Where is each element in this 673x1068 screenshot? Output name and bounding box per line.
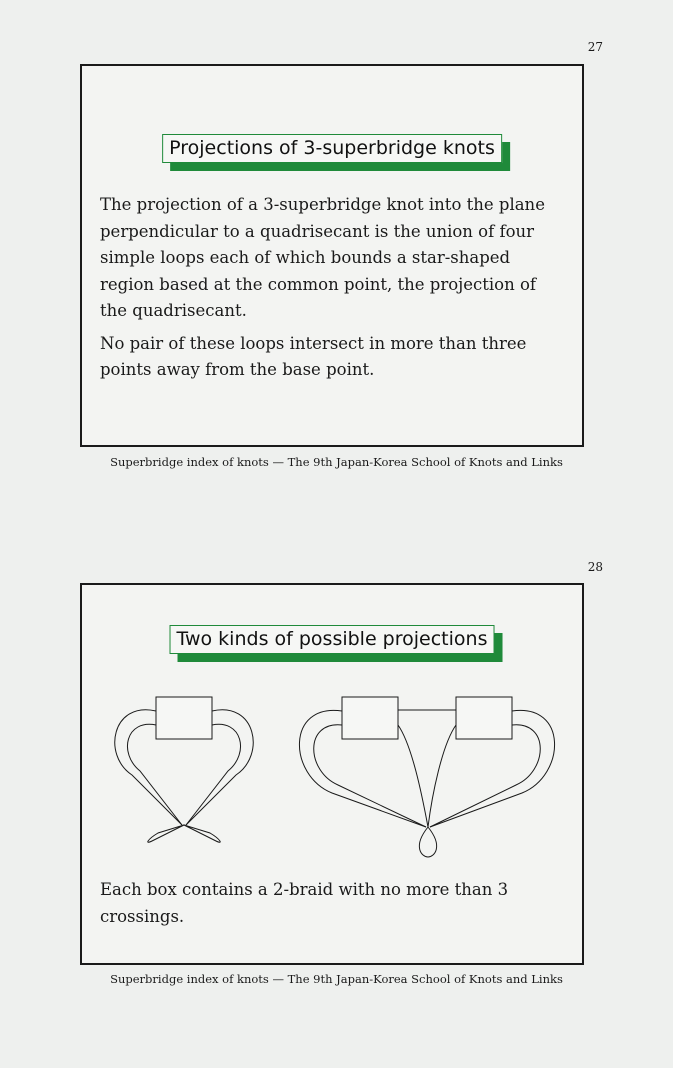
- slide-27-paragraph-2: No pair of these loops intersect in more than three points away from the base point.: [100, 333, 527, 379]
- projection-diagram-left: [115, 697, 253, 842]
- slide-27-body: [100, 192, 562, 390]
- slide-27-paragraph-1: The projection of a 3-superbridge knot into the plane perpendicular to a quadrisecant is the union of four simple loops each of which bounds a star-shaped region based at the common point, the projection of the quadrisecant.: [100, 195, 545, 320]
- page-number-27: 27: [587, 40, 603, 54]
- slide-28-caption: Each box contains a 2-braid with no more than 3 crossings.: [100, 880, 509, 926]
- projection-diagrams: [82, 585, 582, 885]
- slide-28-body: [100, 877, 562, 936]
- slide-27-title: Projections of 3-superbridge knots: [162, 134, 502, 163]
- braid-box-right-2: [456, 697, 512, 739]
- slide-28-title: Two kinds of possible projections: [170, 625, 495, 654]
- slide-28: [80, 583, 584, 965]
- projection-diagram-right: [299, 697, 554, 857]
- braid-box-right-1: [342, 697, 398, 739]
- braid-box-left: [156, 697, 212, 739]
- footer-27: Superbridge index of knots — The 9th Japan-Korea School of Knots and Links: [110, 455, 563, 469]
- footer-28: Superbridge index of knots — The 9th Japan-Korea School of Knots and Links: [110, 972, 563, 986]
- page-number-28: 28: [587, 560, 603, 574]
- slide-27-title-frame: [162, 134, 502, 163]
- slide-27: [80, 64, 584, 447]
